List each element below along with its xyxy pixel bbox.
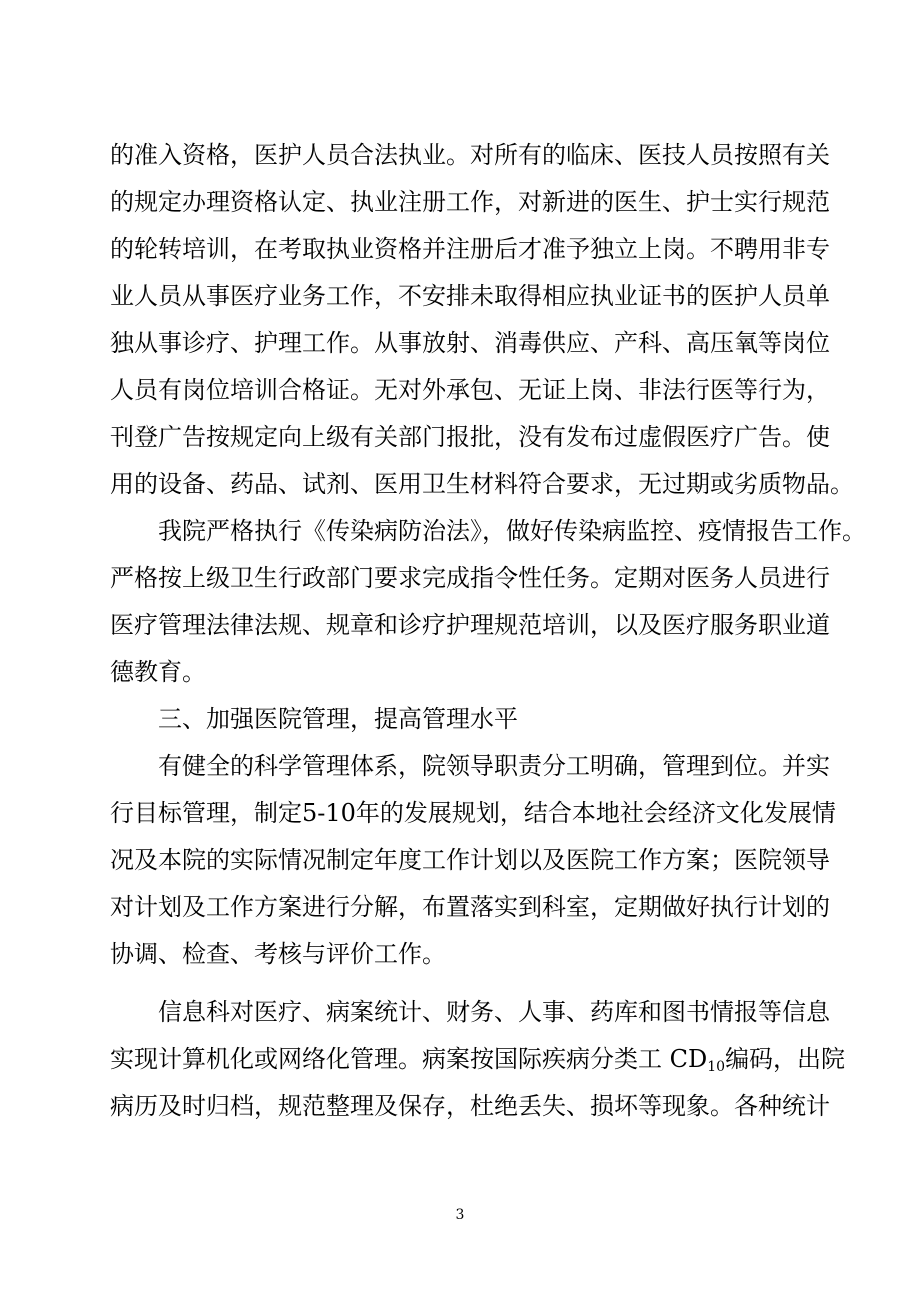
text-line: 信息科对医疗、病案统计、财务、人事、药库和图书情报等信息 bbox=[110, 998, 830, 1026]
text-line: 病历及时归档，规范整理及保存，杜绝丢失、损坏等现象。各种统计 bbox=[110, 1092, 830, 1120]
document-body bbox=[110, 132, 866, 1130]
icd-text-before: 实现计算机化或网络化管理。病案按国际疾病分类工 CD bbox=[110, 1045, 708, 1073]
text-line: 有健全的科学管理体系，院领导职责分工明确，管理到位。并实 bbox=[110, 752, 830, 780]
text-line: 业人员从事医疗业务工作，不安排未取得相应执业证书的医护人员单 bbox=[110, 282, 830, 310]
text-line: 独从事诊疗、护理工作。从事放射、消毒供应、产科、高压氧等岗位 bbox=[110, 329, 830, 357]
text-line: 严格按上级卫生行政部门要求完成指令性任务。定期对医务人员进行 bbox=[110, 564, 830, 592]
text-line: 医疗管理法律法规、规章和诊疗护理规范培训，以及医疗服务职业道 bbox=[110, 611, 830, 639]
text-line: 的规定办理资格认定、执业注册工作，对新进的医生、护士实行规范 bbox=[110, 188, 830, 216]
text-line: 用的设备、药品、试剂、医用卫生材料符合要求，无过期或劣质物品。 bbox=[110, 470, 854, 498]
text-line: 协调、检查、考核与评价工作。 bbox=[110, 940, 446, 968]
text-line: 的准入资格，医护人员合法执业。对所有的临床、医技人员按照有关 bbox=[110, 141, 830, 169]
text-line: 行目标管理，制定5-10年的发展规划，结合本地社会经济文化发展情 bbox=[110, 799, 836, 827]
text-line: 对计划及工作方案进行分解，布置落实到科室，定期做好执行计划的 bbox=[110, 893, 830, 921]
text-line: 刊登广告按规定向上级有关部门报批，没有发布过虚假医疗广告。使 bbox=[110, 423, 830, 451]
text-line: 我院严格执行《传染病防治法》，做好传染病监控、疫情报告工作。 bbox=[110, 517, 866, 545]
paragraph-spacer bbox=[110, 978, 810, 989]
text-line: 的轮转培训，在考取执业资格并注册后才准予独立上岗。不聘用非专 bbox=[110, 235, 830, 263]
section-heading: 三、加强医院管理，提高管理水平 bbox=[110, 705, 518, 733]
text-line: 人员有岗位培训合格证。无对外承包、无证上岗、非法行医等行为， bbox=[110, 376, 830, 404]
page-number: 3 bbox=[455, 1207, 465, 1223]
text-line: 况及本院的实际情况制定年度工作计划以及医院工作方案；医院领导 bbox=[110, 846, 830, 874]
text-line-icd bbox=[110, 1036, 846, 1083]
icd-subscript: 10 bbox=[707, 1059, 726, 1075]
text-line: 德教育。 bbox=[110, 658, 206, 686]
icd-text-after: 编码，出院 bbox=[725, 1045, 846, 1073]
